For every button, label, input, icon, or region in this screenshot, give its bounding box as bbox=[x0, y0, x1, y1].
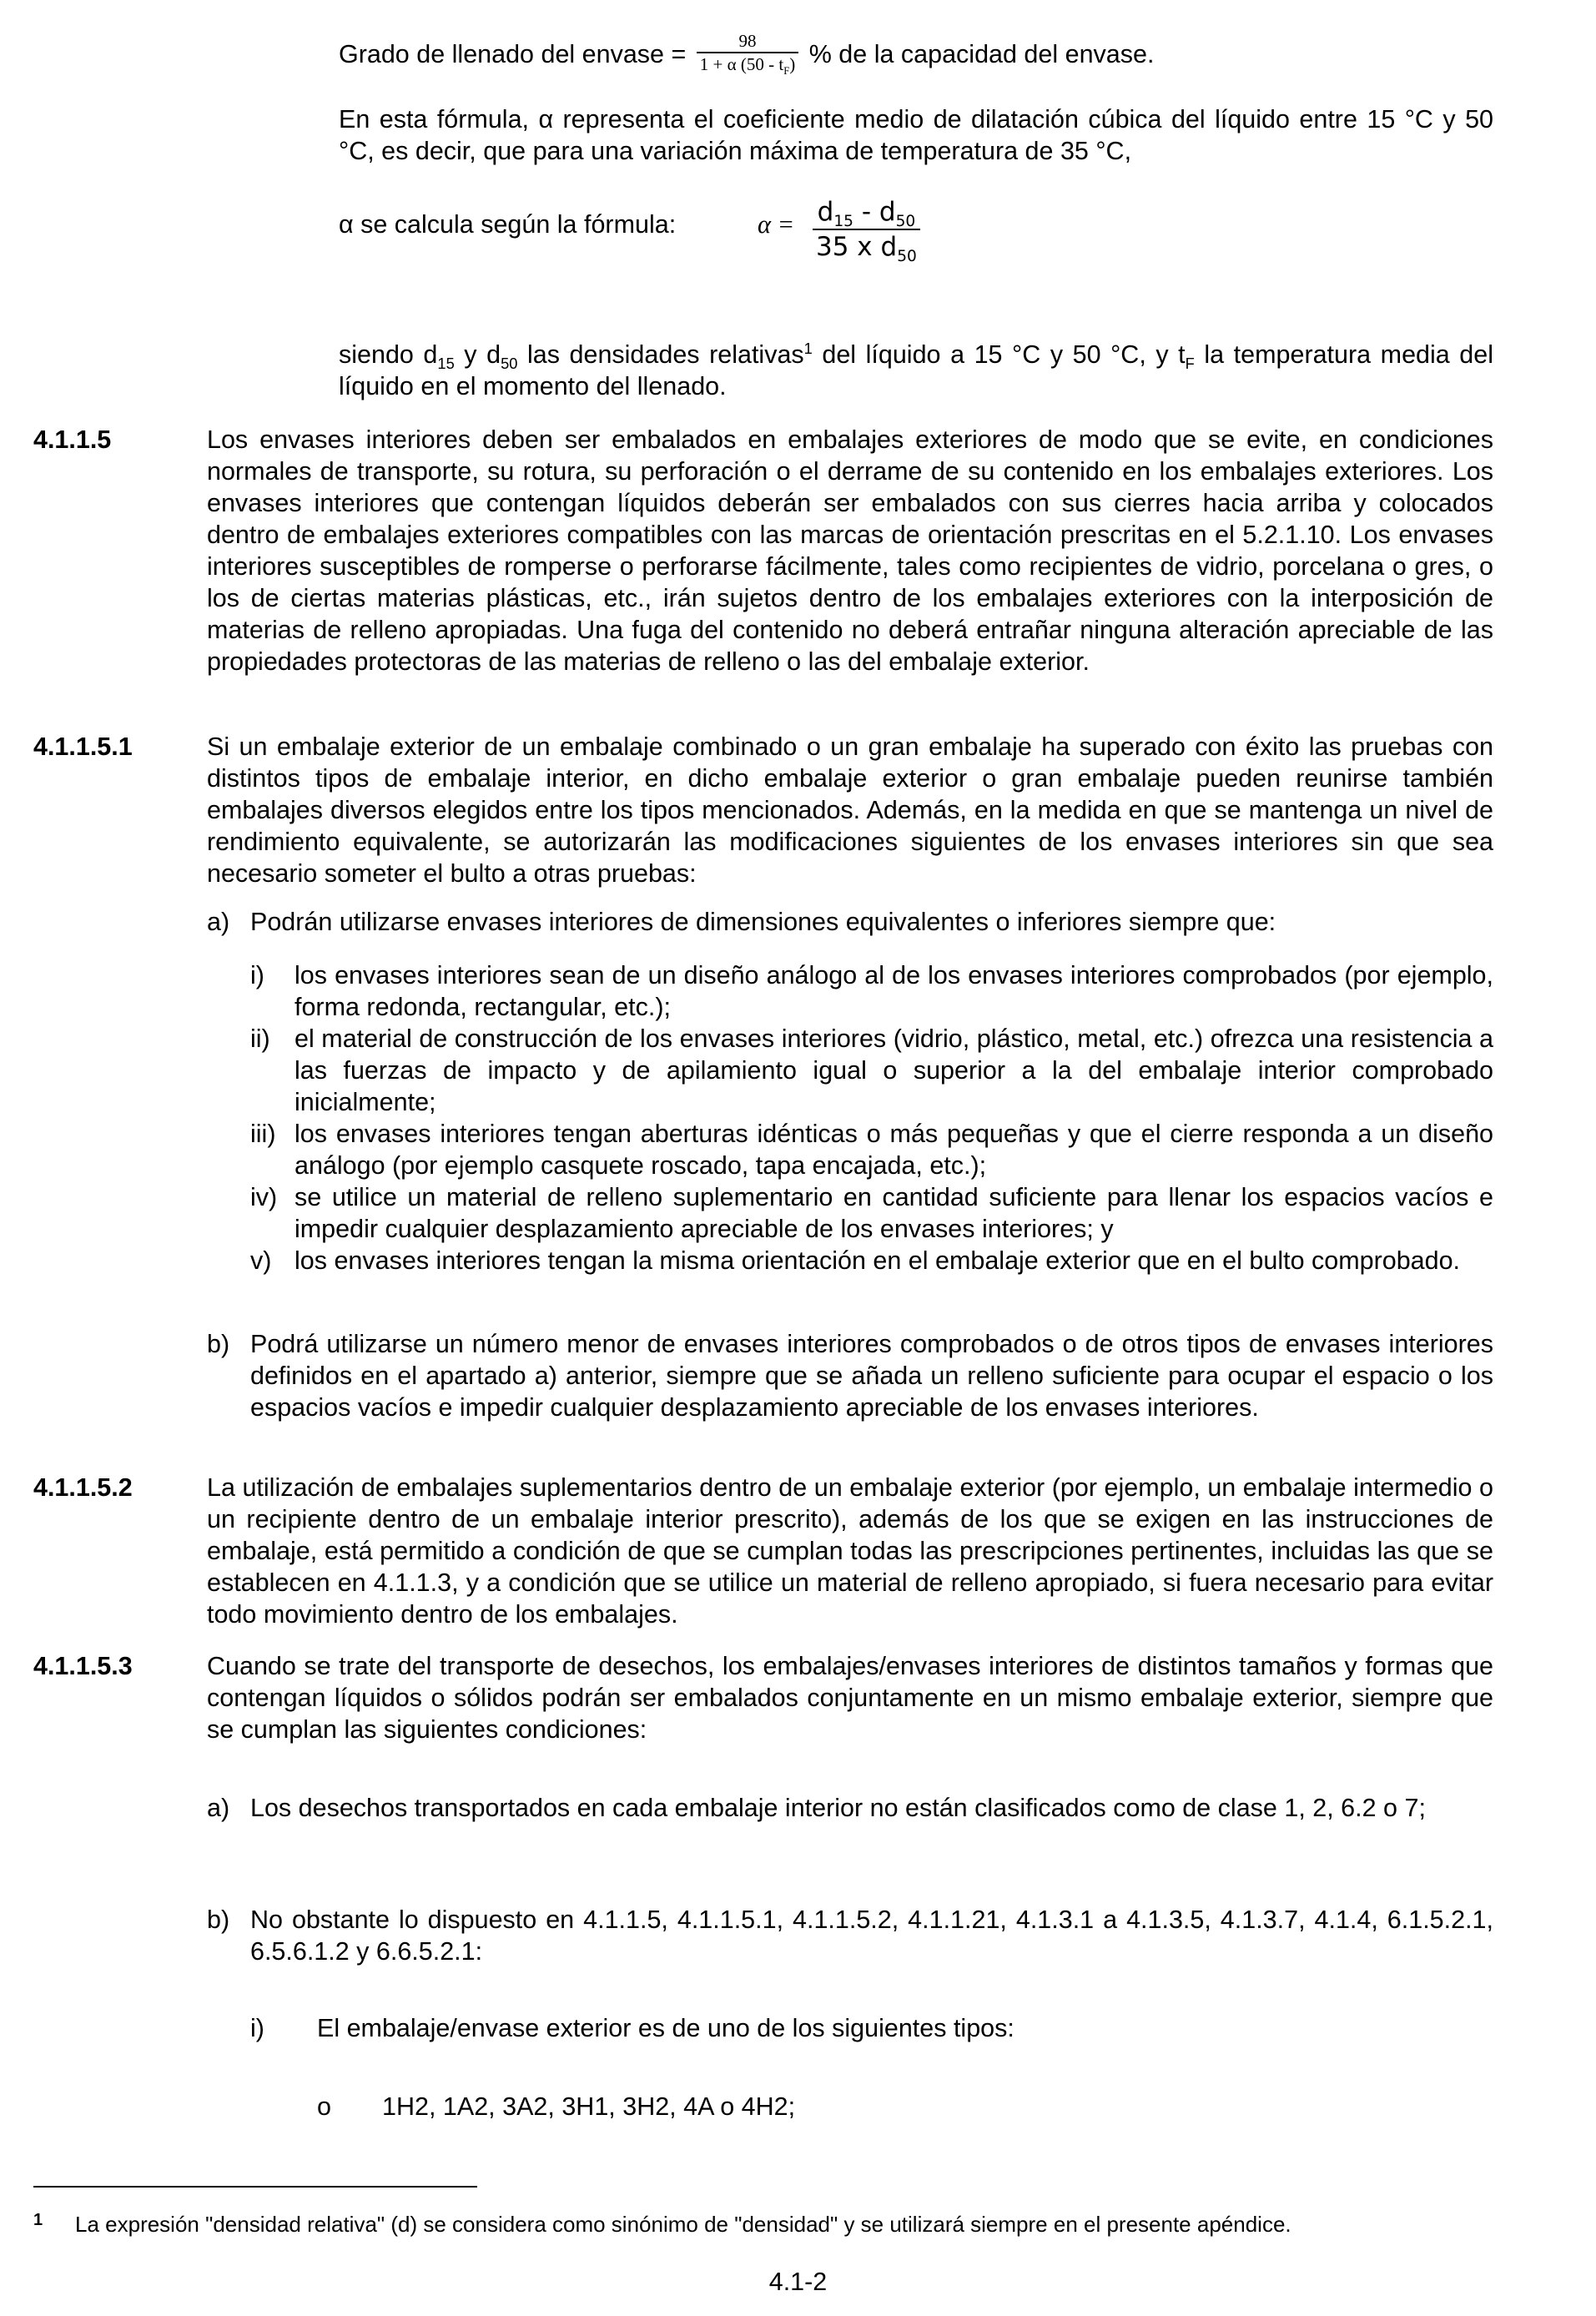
list-label-iii: iii) bbox=[250, 1120, 276, 1148]
formula1-numerator: 98 bbox=[697, 30, 798, 53]
formula1-suffix: % de la capacidad del envase. bbox=[808, 40, 1155, 69]
bullet-item-types: 1H2, 1A2, 3A2, 3H1, 3H2, 4A o 4H2; bbox=[382, 2092, 796, 2121]
list-label-ii: ii) bbox=[250, 1025, 270, 1053]
footnote-text: La expresión "densidad relativa" (d) se considera como sinónimo de "densidad" y se utilizará siempre en el presente apéndice. bbox=[75, 2212, 1291, 2237]
alpha-intro-paragraph: En esta fórmula, α representa el coeficiente medio de dilatación cúbica del líquido entre 15 °C y 50 °C, es decir, que para una variación máxima de temperatura de 35 °C, bbox=[339, 105, 1493, 165]
page-number: 4.1-2 bbox=[768, 2268, 828, 2296]
formula2-numerator: $d_{15} - d_{50}$ bbox=[813, 195, 920, 230]
list-item-a: Podrán utilizarse envases interiores de dimensiones equivalentes o inferiores siempre que: bbox=[250, 908, 1276, 936]
section-4-1-1-5-2-text: La utilización de embalajes suplementarios dentro de un embalaje exterior (por ejemplo, un embalaje intermedio o un recipiente dentro de un embalaje interior prescrito), además de los que se exigen en las instrucciones de embalaje, está permitido a condición de que se cumplan todas las prescripciones pertinentes, incluidas las que se establecen en 4.1.1.3, y a condición que se utilice un material de relleno apropiado, si fuera necesario para evitar todo movimiento dentro de los embalajes. bbox=[207, 1473, 1493, 1629]
section-number-4-1-1-5-3: 4.1.1.5.3 bbox=[33, 1652, 133, 1680]
section-number-4-1-1-5-2: 4.1.1.5.2 bbox=[33, 1473, 133, 1502]
footnote-mark: 1 bbox=[33, 2211, 43, 2229]
waste-item-a: Los desechos transportados en cada embalaje interior no están clasificados como de clase 1, 2, 6.2 o 7; bbox=[250, 1794, 1426, 1822]
section-4-1-1-5-text: Los envases interiores deben ser embalados en embalajes exteriores de modo que se evite, en condiciones normales de transporte, su rotura, su perforación o el derrame de su contenido en los embalajes exteriores. Los envases interiores que contengan líquidos deberán ser embalados con sus cierres hacia arriba y colocados dentro de embalajes exteriores compatibles con las marcas de orientación prescritas en el 5.2.1.10. Los envases interiores susceptibles de romperse o perforarse fácilmente, tales como recipientes de vidrio, porcelana o gres, o los de ciertas materias plásticas, etc., irán sujetos dentro de los embalajes exteriores con la interposición de materias de relleno apropiadas. Una fuga del contenido no deberá entrañar ninguna alteración apreciable de las propiedades protectoras de las materias de relleno o las del embalaje exterior. bbox=[207, 425, 1493, 676]
list-label-iv: iv) bbox=[250, 1183, 278, 1211]
footnote-rule bbox=[33, 2186, 477, 2188]
section-4-1-1-5-1-text: Si un embalaje exterior de un embalaje combinado o un gran embalaje ha superado con éxito las pruebas con distintos tipos de embalaje interior, en dicho embalaje exterior o gran embalaje pueden reunirse también embalajes diversos elegidos entre los tipos mencionados. Además, en la medida en que se mantenga un nivel de rendimiento equivalente, se autorizarán las modificaciones siguientes de los envases interiores sin que sea necesario someter el bulto a otras pruebas: bbox=[207, 733, 1493, 888]
formula2-lhs: α = bbox=[758, 210, 795, 239]
list-item-v: los envases interiores tengan la misma orientación en el embalaje exterior que en el bulto comprobado. bbox=[295, 1246, 1461, 1275]
section-4-1-1-5-3-text: Cuando se trate del transporte de desechos, los embalajes/envases interiores de distintos tamaños y formas que contengan líquidos o sólidos podrán ser embalados conjuntamente en un mismo embalaje exterior, siempre que se cumplan las siguientes condiciones: bbox=[207, 1652, 1493, 1744]
formula1-denominator: 1 + α $(50 - t_F)$ bbox=[699, 54, 796, 78]
list-item-ii: el material de construcción de los envases interiores (vidrio, plástico, metal, etc.) ofrezca una resistencia a las fuerzas de impacto y de apilamiento igual o superior a la del embalaje interior comprobado inicialmente; bbox=[295, 1025, 1493, 1116]
formula2-prefix: α se calcula según la fórmula: bbox=[339, 210, 677, 239]
list-label-i: i) bbox=[250, 961, 264, 989]
waste-item-b-i: El embalaje/envase exterior es de uno de los siguientes tipos: bbox=[317, 2014, 1014, 2042]
list-item-iv: se utilice un material de relleno suplementario en cantidad suficiente para llenar los espacios vacíos e impedir cualquier desplazamiento apreciable de los envases interiores; y bbox=[295, 1183, 1493, 1243]
section-number-4-1-1-5: 4.1.1.5 bbox=[33, 425, 112, 454]
fill-degree-formula bbox=[339, 33, 1507, 78]
list-item-b: Podrá utilizarse un número menor de envases interiores comprobados o de otros tipos de envases interiores definidos en el apartado a) anterior, siempre que se añada un relleno suficiente para ocupar el espacio o los espacios vacíos e impedir cualquier desplazamiento apreciable de los envases interiores. bbox=[250, 1330, 1493, 1422]
list-item-i: los envases interiores sean de un diseño análogo al de los envases interiores comprobados (por ejemplo, forma redonda, rectangular, etc.); bbox=[295, 961, 1493, 1021]
formula1-fraction bbox=[697, 30, 798, 78]
list-label-b: b) bbox=[207, 1330, 230, 1358]
siendo-paragraph: siendo $d_{15}$ y $d_{50}$ las densidades relativas$^1$ del líquido a 15 °C y 50 °C, y $t_F$ la temperatura media del líquido en el momento del llenado. bbox=[339, 339, 1493, 400]
list-item-iii: los envases interiores tengan aberturas idénticas o más pequeñas y que el cierre responda a un diseño análogo (por ejemplo casquete roscado, tapa encajada, etc.); bbox=[295, 1120, 1493, 1180]
formula2-fraction bbox=[813, 195, 920, 264]
list-label-a: a) bbox=[207, 908, 230, 936]
bullet-marker: o bbox=[317, 2092, 331, 2121]
formula1-prefix: Grado de llenado del envase = bbox=[339, 40, 687, 69]
list-label-v: v) bbox=[250, 1246, 272, 1275]
waste-item-b: No obstante lo dispuesto en 4.1.1.5, 4.1.1.5.1, 4.1.1.5.2, 4.1.1.21, 4.1.3.1 a 4.1.3.5, 4.1.3.7, 4.1.4, 6.1.5.2.1, 6.5.6.1.2 y 6.6.5.2.1: bbox=[250, 1906, 1493, 1966]
waste-label-a: a) bbox=[207, 1794, 230, 1822]
waste-label-b-i: i) bbox=[250, 2014, 264, 2042]
section-number-4-1-1-5-1: 4.1.1.5.1 bbox=[33, 733, 133, 761]
formula2-denominator: 35 x $d_{50}$ bbox=[816, 232, 917, 266]
waste-label-b: b) bbox=[207, 1906, 230, 1934]
